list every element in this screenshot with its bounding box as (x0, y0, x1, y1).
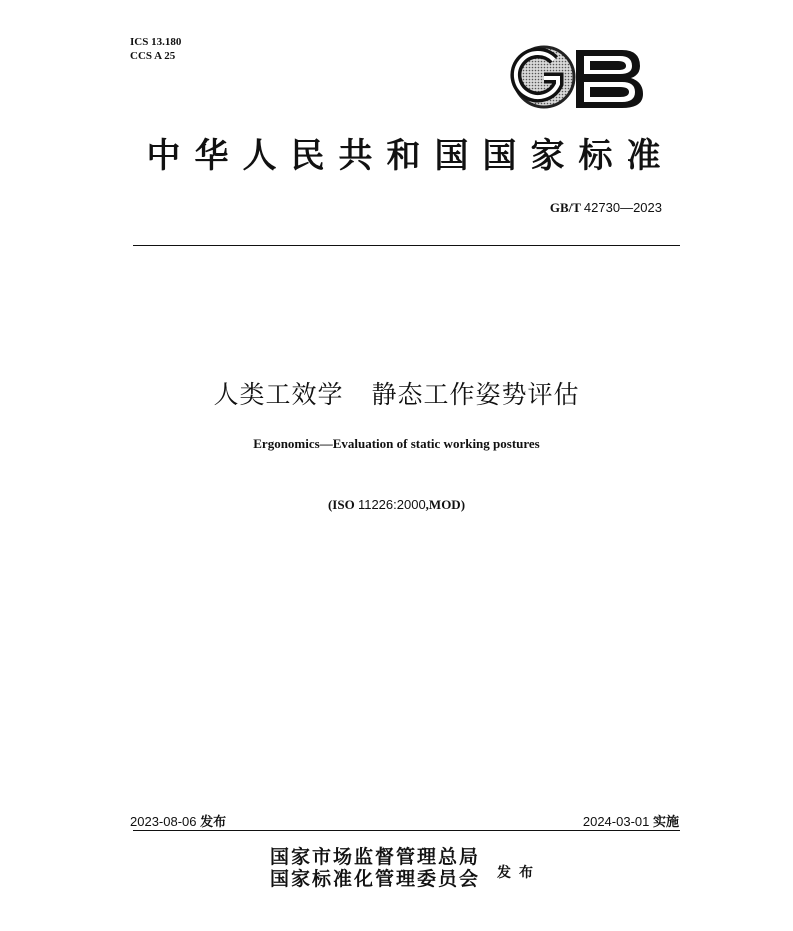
bottom-divider (133, 830, 680, 831)
iso-ref: 11226:2000 (357, 497, 426, 512)
ics-code: ICS 13.180 (130, 36, 182, 48)
standard-number (550, 200, 662, 216)
issue-date (130, 811, 226, 830)
issue-date-label: 发布 (200, 815, 227, 830)
title-cn-part1: 人类工效学 (213, 380, 344, 409)
impl-date-label: 实施 (652, 815, 679, 830)
classification-codes (130, 35, 181, 63)
standard-number-value: 42730—2023 (583, 200, 662, 215)
standard-category-title: 中华人民共和国国家标准 (146, 136, 675, 176)
publish-label: 发布 (497, 865, 541, 881)
document-title-cn (0, 375, 793, 411)
impl-date-value: 2024-03-01 (582, 814, 650, 829)
top-divider (133, 245, 680, 246)
ccs-code: CCS A 25 (130, 50, 176, 62)
gb-logo (510, 42, 645, 112)
standard-number-prefix: GB/T (549, 200, 581, 215)
iso-close: ,MOD) (425, 497, 466, 512)
iso-reference (0, 497, 793, 513)
title-cn-part2: 静态工作姿势评估 (371, 380, 580, 409)
document-title-en: Ergonomics—Evaluation of static working postures (253, 436, 540, 451)
issue-date-value: 2023-08-06 (130, 814, 197, 829)
iso-open: (ISO (327, 497, 355, 512)
issuing-authorities (270, 846, 480, 890)
implementation-date (583, 811, 679, 830)
issuer-samr: 国家市场监督管理总局 (270, 846, 481, 868)
issuer-sac: 国家标准化管理委员会 (270, 868, 481, 890)
